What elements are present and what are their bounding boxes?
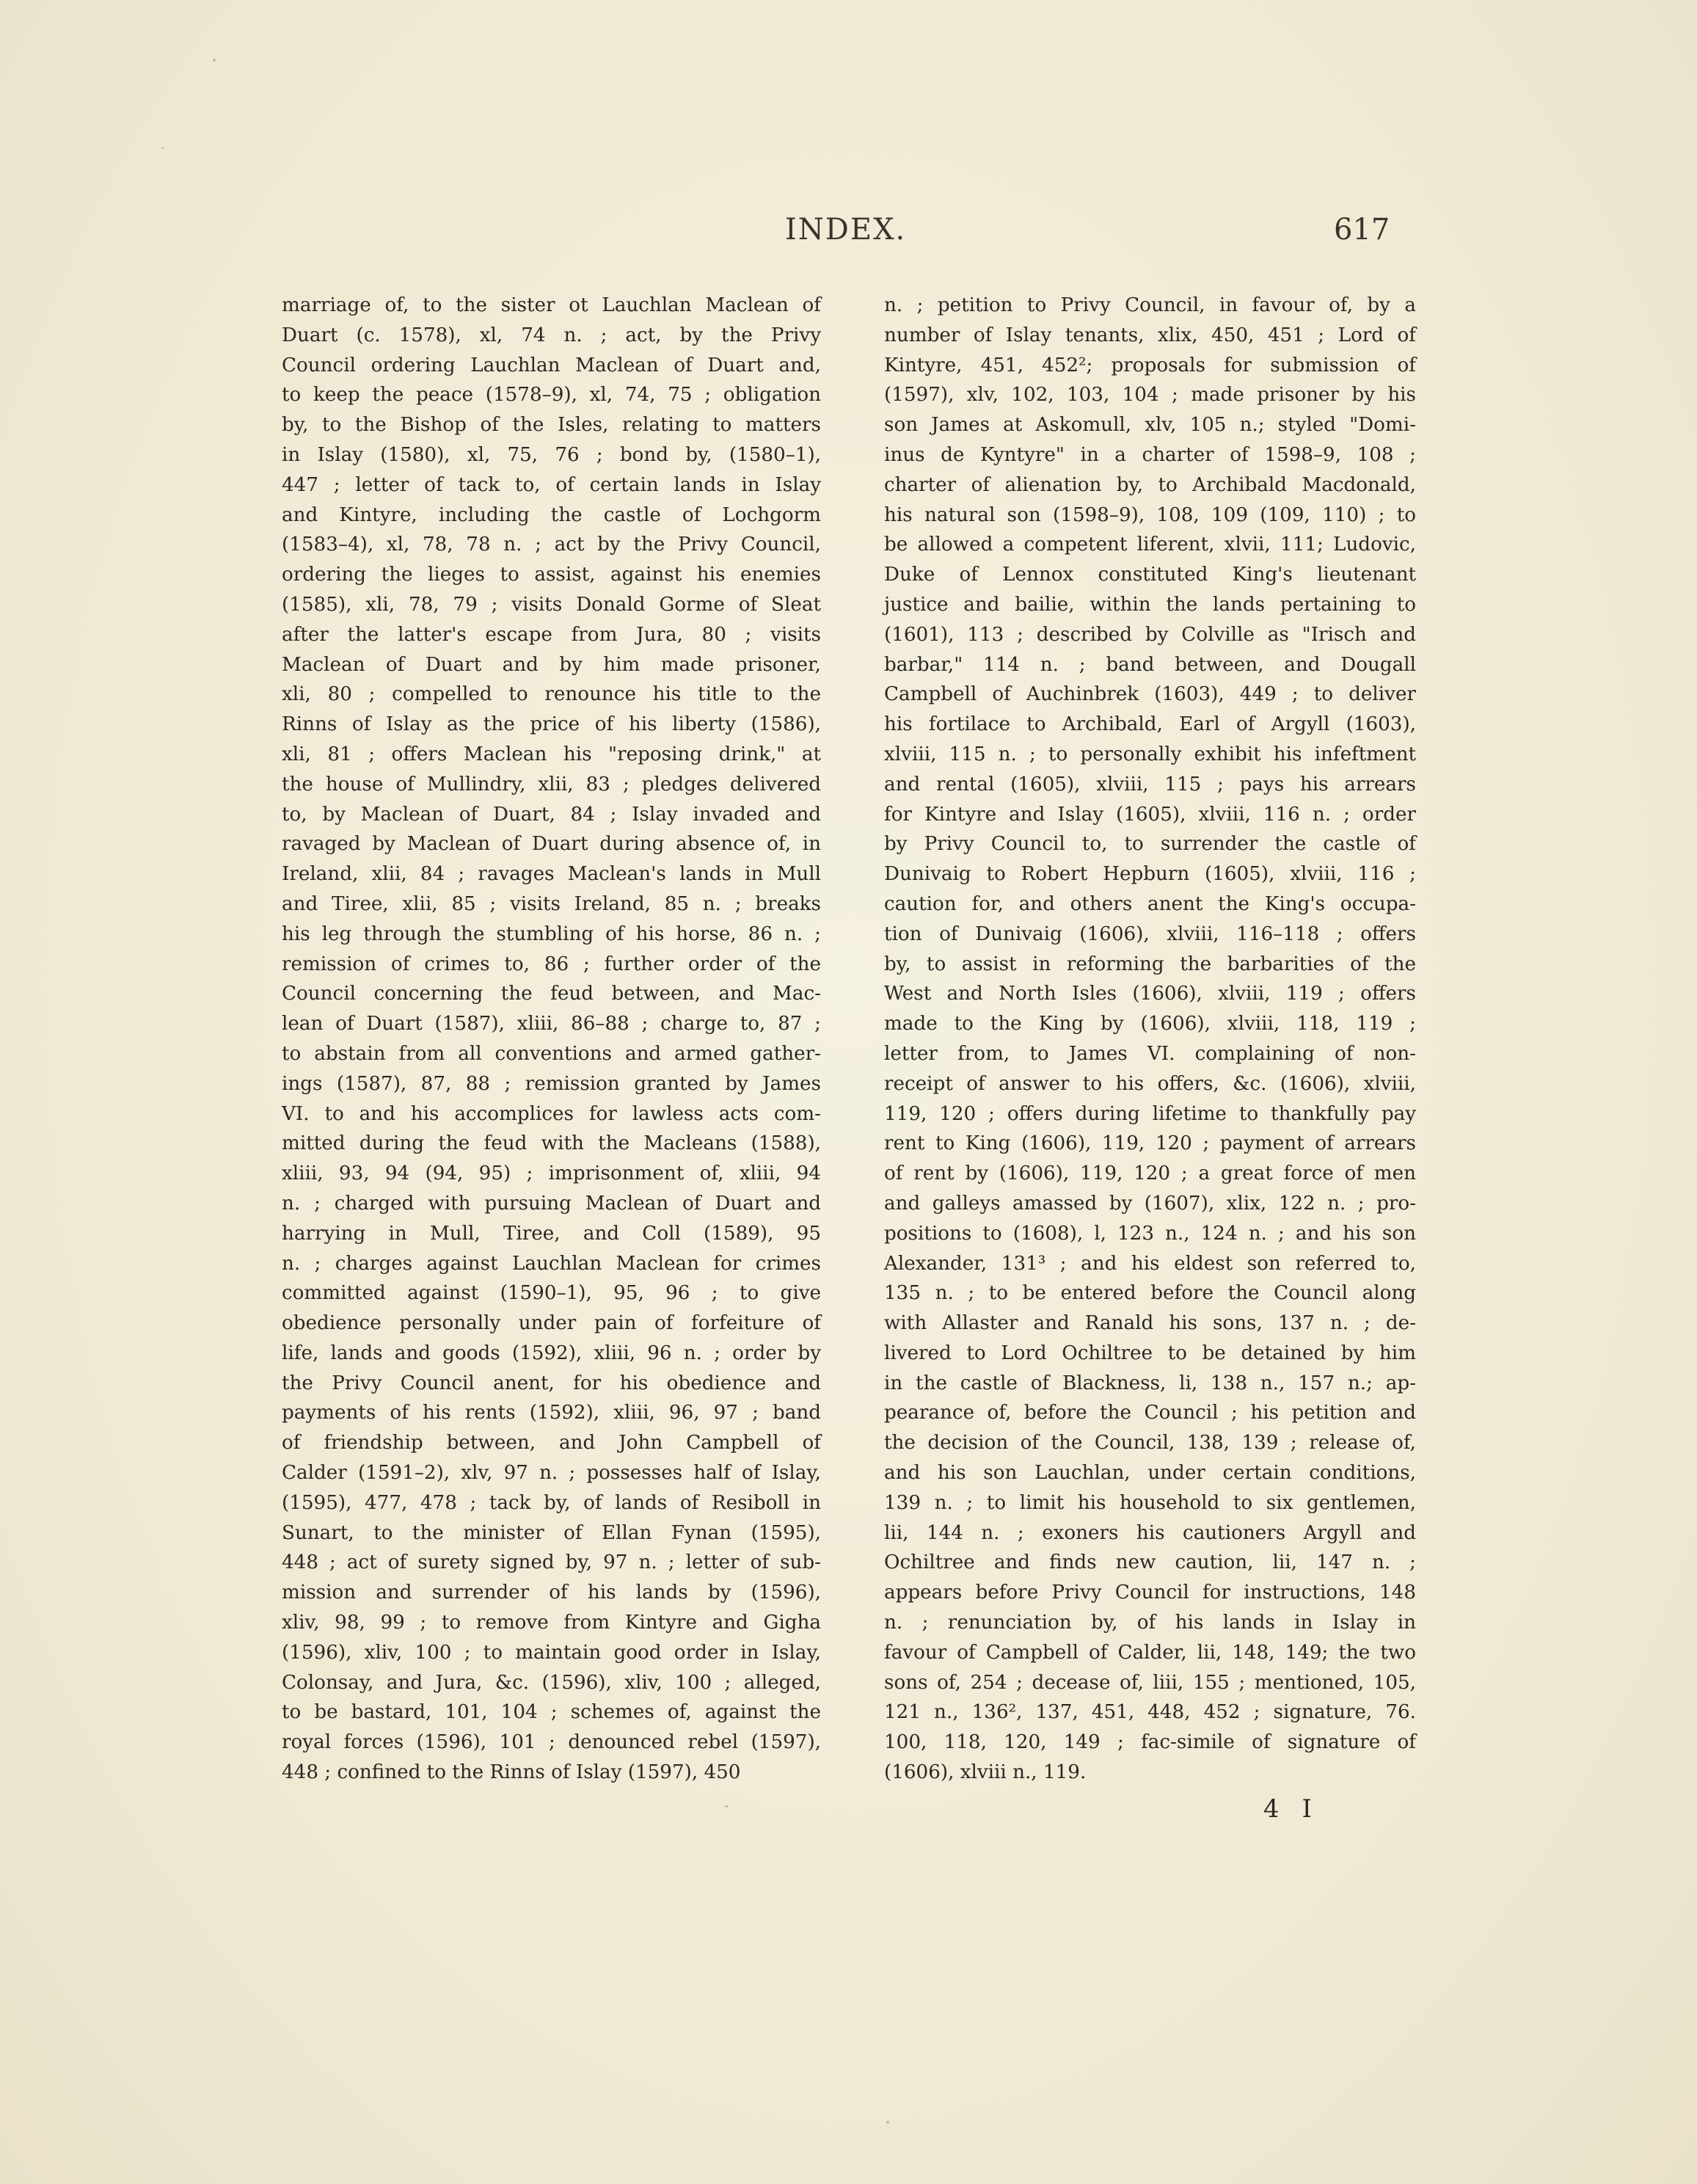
index-line: obedience personally under pain of forfeiture of — [282, 1312, 821, 1335]
index-line: (1595), 477, 478 ; tack by, of lands of Resiboll in — [282, 1491, 821, 1514]
index-line: Duart (c. 1578), xl, 74 n. ; act, by the Privy — [282, 324, 821, 346]
index-line: lean of Duart (1587), xliii, 86–88 ; charge to, 87 ; — [282, 1013, 821, 1035]
index-line: 135 n. ; to be entered before the Council along — [884, 1282, 1416, 1305]
index-line: for Kintyre and Islay (1605), xlviii, 116 n. ; order — [884, 803, 1416, 826]
index-line: barbar," 114 n. ; band between, and Dougall — [884, 653, 1416, 676]
index-line: VI. to and his accomplices for lawless acts com- — [282, 1102, 821, 1125]
index-line: tion of Dunivaig (1606), xlviii, 116–118 ; offers — [884, 922, 1416, 945]
index-line: by Privy Council to, to surrender the castle of — [884, 833, 1416, 856]
index-line: West and North Isles (1606), xlviii, 119 ; offers — [884, 983, 1416, 1005]
index-line: caution for, and others anent the King's occupa- — [884, 892, 1416, 915]
index-line: Campbell of Auchinbrek (1603), 449 ; to deliver — [884, 683, 1416, 706]
index-line: 119, 120 ; offers during lifetime to thankfully pay — [884, 1102, 1416, 1125]
paper-speck — [213, 59, 216, 62]
left-column — [282, 291, 821, 1788]
index-line: mitted during the feud with the Macleans (1588), — [282, 1132, 821, 1155]
index-line: marriage of, to the sister ot Lauchlan Maclean of — [282, 294, 821, 316]
index-line: Colonsay, and Jura, &c. (1596), xliv, 100 ; alleged, — [282, 1671, 821, 1694]
index-line: 447 ; letter of tack to, of certain lands in Islay — [282, 473, 821, 496]
index-line: justice and bailie, within the lands pertaining to — [884, 593, 1416, 616]
index-line: 448 ; act of surety signed by, 97 n. ; letter of sub- — [282, 1551, 821, 1574]
index-line: (1583–4), xl, 78, 78 n. ; act by the Privy Council, — [282, 534, 821, 556]
paper-speck — [725, 1805, 729, 1808]
index-line: xli, 81 ; offers Maclean his "reposing drink," at — [282, 743, 821, 765]
index-line: the decision of the Council, 138, 139 ; release of, — [884, 1432, 1416, 1455]
index-line: committed against (1590–1), 95, 96 ; to give — [282, 1282, 821, 1305]
index-line: receipt of answer to his offers, &c. (1606), xlviii, — [884, 1072, 1416, 1095]
index-line: be allowed a competent liferent, xlvii, 111; Ludovic, — [884, 534, 1416, 556]
index-line: his leg through the stumbling of his horse, 86 n. ; — [282, 922, 821, 945]
paper-speck — [161, 147, 164, 149]
index-line: pearance of, before the Council ; his petition and — [884, 1402, 1416, 1424]
index-line: his fortilace to Archibald, Earl of Argyll (1603), — [884, 713, 1416, 736]
index-line: Ochiltree and finds new caution, lii, 147 n. ; — [884, 1551, 1416, 1574]
index-line: and rental (1605), xlviii, 115 ; pays his arrears — [884, 773, 1416, 796]
index-line: inus de Kyntyre" in a charter of 1598–9, 108 ; — [884, 443, 1416, 466]
index-line: with Allaster and Ranald his sons, 137 n. ; de- — [884, 1312, 1416, 1335]
index-line: to abstain from all conventions and armed gather- — [282, 1042, 821, 1065]
index-line: his natural son (1598–9), 108, 109 (109, 110) ; to — [884, 503, 1416, 526]
index-line: to keep the peace (1578–9), xl, 74, 75 ; obligation — [282, 384, 821, 407]
index-line: 100, 118, 120, 149 ; fac-simile of signature of — [884, 1731, 1416, 1754]
index-line: Duke of Lennox constituted King's lieutenant — [884, 564, 1416, 586]
page-title: INDEX. — [785, 213, 907, 247]
index-line: xliii, 93, 94 (94, 95) ; imprisonment of, xliii, 94 — [282, 1162, 821, 1185]
index-line: made to the King by (1606), xlviii, 118, 119 ; — [884, 1013, 1416, 1035]
index-line: charter of alienation by, to Archibald Macdonald, — [884, 473, 1416, 496]
index-line: Dunivaig to Robert Hepburn (1605), xlviii, 116 ; — [884, 863, 1416, 886]
index-line: mission and surrender of his lands by (1596), — [282, 1581, 821, 1604]
index-line: of rent by (1606), 119, 120 ; a great force of men — [884, 1162, 1416, 1185]
signature-mark: 4 I — [1263, 1794, 1319, 1824]
index-line: n. ; renunciation by, of his lands in Islay in — [884, 1612, 1416, 1634]
right-column — [884, 291, 1416, 1788]
index-line: n. ; charges against Lauchlan Maclean for crimes — [282, 1252, 821, 1275]
index-line: xlviii, 115 n. ; to personally exhibit his infeftment — [884, 743, 1416, 765]
index-line: Alexander, 131³ ; and his eldest son referred to, — [884, 1252, 1416, 1275]
index-line: xliv, 98, 99 ; to remove from Kintyre and Gigha — [282, 1612, 821, 1634]
index-line: and Kintyre, including the castle of Lochgorm — [282, 503, 821, 526]
index-line: (1606), xlviii n., 119. — [884, 1761, 1087, 1784]
index-line: appears before Privy Council for instructions, 148 — [884, 1581, 1416, 1604]
index-line: Sunart, to the minister of Ellan Fynan (1595), — [282, 1521, 821, 1544]
index-line: letter from, to James VI. complaining of non- — [884, 1042, 1416, 1065]
index-line: royal forces (1596), 101 ; denounced rebel (1597), — [282, 1731, 821, 1754]
index-line: and Tiree, xlii, 85 ; visits Ireland, 85 n. ; breaks — [282, 892, 821, 915]
index-line: harrying in Mull, Tiree, and Coll (1589), 95 — [282, 1222, 821, 1245]
index-line: and galleys amassed by (1607), xlix, 122 n. ; pro- — [884, 1192, 1416, 1215]
page-number: 617 — [1334, 213, 1390, 247]
index-line: n. ; charged with pursuing Maclean of Duart and — [282, 1192, 821, 1215]
index-line: the Privy Council anent, for his obedience and — [282, 1372, 821, 1394]
index-line: (1601), 113 ; described by Colville as "Irisch and — [884, 623, 1416, 646]
index-line: n. ; petition to Privy Council, in favour of, by a — [884, 294, 1416, 316]
index-line: in the castle of Blackness, li, 138 n., 157 n.; ap- — [884, 1372, 1416, 1394]
index-line: Ireland, xlii, 84 ; ravages Maclean's lands in Mull — [282, 863, 821, 886]
index-line: remission of crimes to, 86 ; further order of the — [282, 953, 821, 975]
index-line: Rinns of Islay as the price of his liberty (1586), — [282, 713, 821, 736]
index-line: to, by Maclean of Duart, 84 ; Islay invaded and — [282, 803, 821, 826]
index-line: 121 n., 136², 137, 451, 448, 452 ; signature, 76. — [884, 1701, 1416, 1724]
index-line: and his son Lauchlan, under certain conditions, — [884, 1462, 1416, 1485]
index-line: Calder (1591–2), xlv, 97 n. ; possesses half of Islay, — [282, 1462, 821, 1485]
index-line: livered to Lord Ochiltree to be detained by him — [884, 1342, 1416, 1364]
index-line: of friendship between, and John Campbell of — [282, 1432, 821, 1455]
index-line: sons of, 254 ; decease of, liii, 155 ; mentioned, 105, — [884, 1671, 1416, 1694]
index-line: ravaged by Maclean of Duart during absence of, in — [282, 833, 821, 856]
index-line: xli, 80 ; compelled to renounce his title to the — [282, 683, 821, 706]
index-line: Council ordering Lauchlan Maclean of Duart and, — [282, 354, 821, 376]
index-line: by, to the Bishop of the Isles, relating to matters — [282, 414, 821, 437]
index-line: 139 n. ; to limit his household to six gentlemen, — [884, 1491, 1416, 1514]
index-line: favour of Campbell of Calder, lii, 148, 149; the two — [884, 1641, 1416, 1664]
index-line: number of Islay tenants, xlix, 450, 451 ; Lord of — [884, 324, 1416, 346]
paper-speck — [886, 2121, 889, 2124]
index-line: 448 ; confined to the Rinns of Islay (1597), 450 — [282, 1761, 741, 1784]
index-line: Kintyre, 451, 452²; proposals for submission of — [884, 354, 1416, 376]
index-line: to be bastard, 101, 104 ; schemes of, against the — [282, 1701, 821, 1724]
index-line: ings (1587), 87, 88 ; remission granted by James — [282, 1072, 821, 1095]
index-line: Council concerning the feud between, and Mac- — [282, 983, 821, 1005]
index-line: (1596), xliv, 100 ; to maintain good order in Islay, — [282, 1641, 821, 1664]
index-line: (1597), xlv, 102, 103, 104 ; made prisoner by his — [884, 384, 1416, 407]
index-line: positions to (1608), l, 123 n., 124 n. ; and his son — [884, 1222, 1416, 1245]
index-line: the house of Mullindry, xlii, 83 ; pledges delivered — [282, 773, 821, 796]
index-line: life, lands and goods (1592), xliii, 96 n. ; order by — [282, 1342, 821, 1364]
index-line: by, to assist in reforming the barbarities of the — [884, 953, 1416, 975]
index-line: in Islay (1580), xl, 75, 76 ; bond by, (1580–1), — [282, 443, 821, 466]
index-line: after the latter's escape from Jura, 80 ; visits — [282, 623, 821, 646]
index-line: lii, 144 n. ; exoners his cautioners Argyll and — [884, 1521, 1416, 1544]
index-line: Maclean of Duart and by him made prisoner, — [282, 653, 821, 676]
index-line: (1585), xli, 78, 79 ; visits Donald Gorme of Sleat — [282, 593, 821, 616]
index-line: rent to King (1606), 119, 120 ; payment of arrears — [884, 1132, 1416, 1155]
index-line: payments of his rents (1592), xliii, 96, 97 ; band — [282, 1402, 821, 1424]
index-line: ordering the lieges to assist, against his enemies — [282, 564, 821, 586]
index-line: son James at Askomull, xlv, 105 n.; styled "Domi- — [884, 414, 1416, 437]
